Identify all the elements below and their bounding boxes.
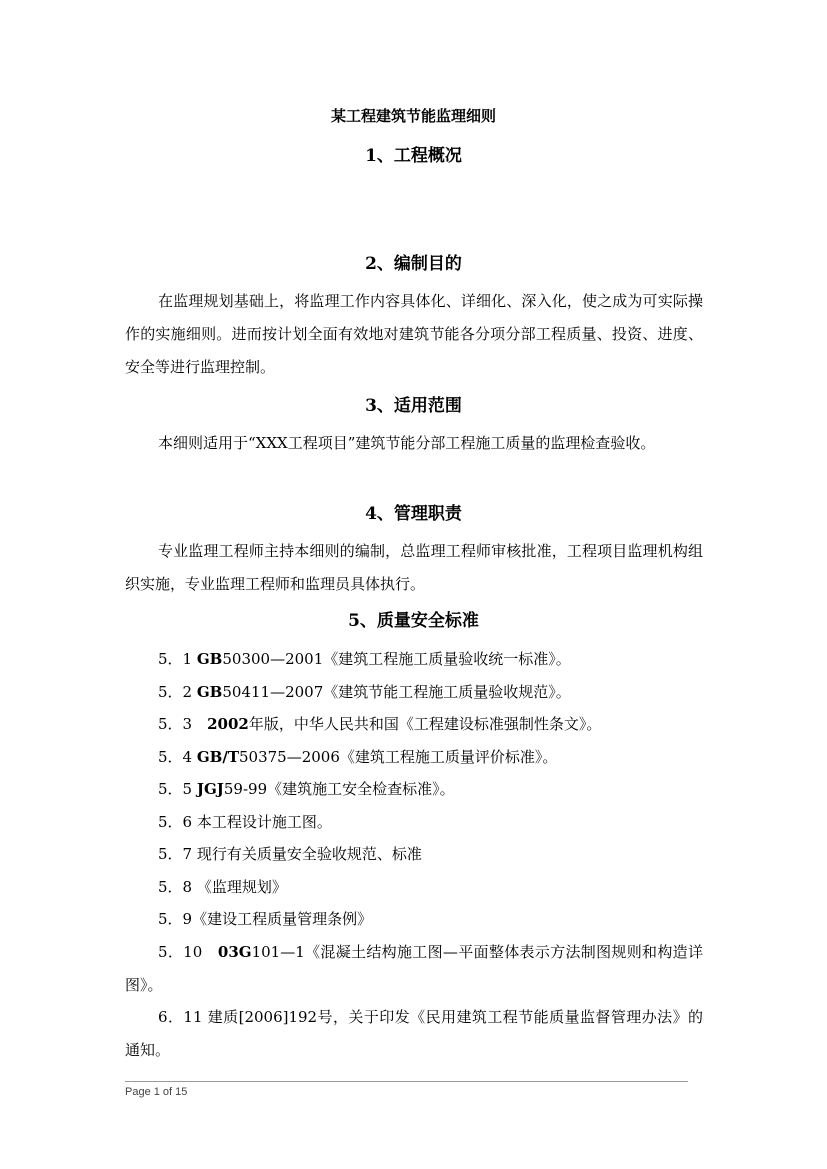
document-title: 某工程建筑节能监理细则 [330,107,496,125]
standard-item: 5．6 本工程设计施工图。 [158,813,332,831]
standard-item: 5．2 GB50411—2007《建筑节能工程施工质量验收规范》。 [158,683,571,701]
standard-item: 5．9《建设工程质量管理条例》 [158,910,373,928]
standard-item: 5．5 JGJ59-99《建筑施工安全检查标准》。 [158,780,455,798]
standard-item: 5．8 《监理规划》 [158,878,287,896]
section-heading-overview: 1、工程概况 [365,146,462,166]
section-heading-standards: 5、质量安全标准 [348,611,479,631]
standard-item: 5．1 GB50300—2001《建筑工程施工质量验收统一标准》。 [158,650,571,668]
section-heading-scope: 3、适用范围 [365,396,462,416]
section-body-purpose: 在监理规划基础上，将监理工作内容具体化、详细化、深入化，使之成为可实际操作的实施细则。进而按计划全面有效地对建筑节能各分项分部工程质量、投资、进度、安全等进行监理控制。 [125,292,703,376]
page-number: Page 1 of 15 [125,1086,188,1098]
section-body-responsibilities: 专业监理工程师主持本细则的编制，总监理工程师审核批准，工程项目监理机构组织实施，专业监理工程师和监理员具体执行。 [125,542,703,593]
standard-item: 5．4 GB/T50375—2006《建筑工程施工质量评价标准》。 [158,748,558,766]
standard-item: 5．10 03G101—1《混凝土结构施工图—平面整体表示方法制图规则和构造详图》。 [125,943,703,994]
standard-item: 5．3 2002年版，中华人民共和国《工程建设标准强制性条文》。 [158,715,602,733]
section-heading-purpose: 2、编制目的 [365,254,462,274]
standard-item: 5．7 现行有关质量安全验收规范、标准 [158,845,422,863]
section-heading-responsibilities: 4、管理职责 [365,504,462,524]
section-body-scope: 本细则适用于“XXX工程项目”建筑节能分部工程施工质量的监理检查验收。 [158,434,656,452]
footer-divider [125,1081,688,1082]
standard-item: 6．11 建质[2006]192号，关于印发《民用建筑工程节能质量监督管理办法》的通知。 [125,1008,704,1059]
